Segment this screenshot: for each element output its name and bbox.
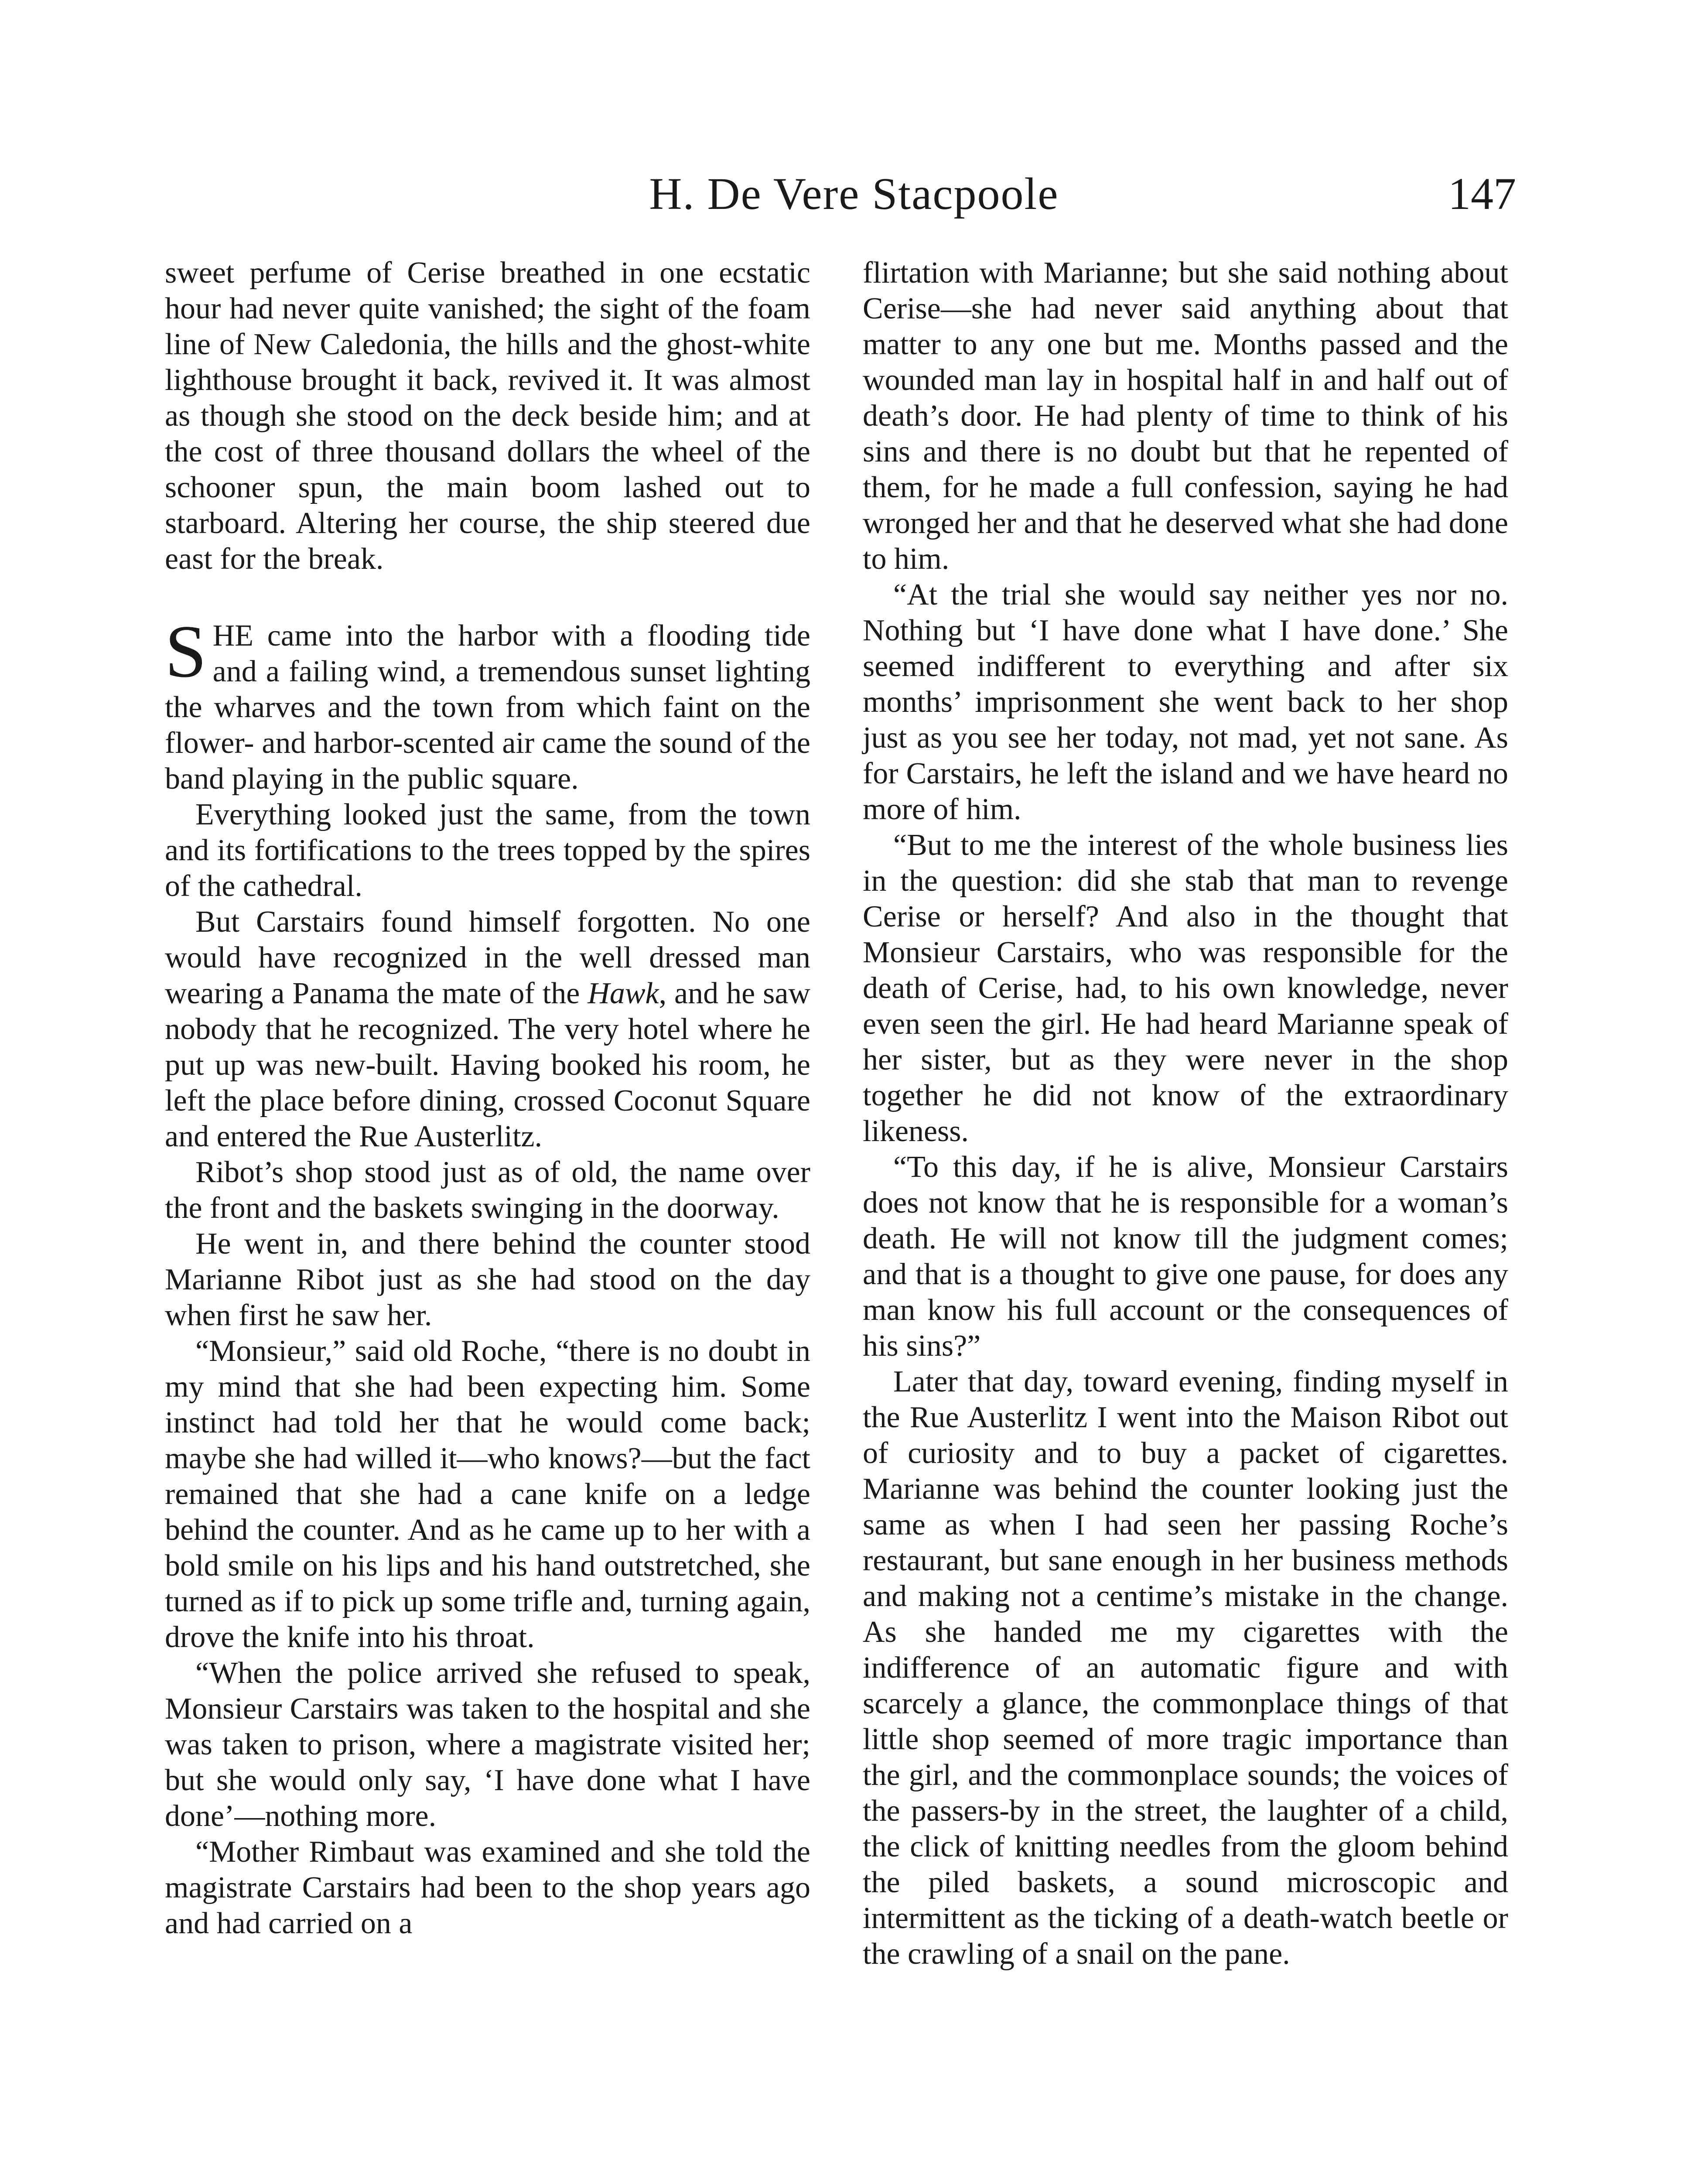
paragraph: flirtation with Marianne; but she said nothing about Cerise—she had never said anything about that matter to any one but me. Months passed and the wounded man lay in hospital half in and half out of death’s door. He had plenty of time to think of his sins and there is no doubt but that he repented of them, for he made a full confession, saying he had wronged her and that he deserved what she had done to him. (863, 256, 1508, 576)
running-head-title: H. De Vere Stacpoole (649, 169, 1059, 219)
paragraph-text: came into the harbor with a flooding tide and a failing wind, a tremendous sunset lighting the wharves and the town from which faint on the flower- and harbor-scented air came the sound of the band playing in the public square. (165, 619, 810, 796)
paragraph: “Monsieur,” said old Roche, “there is no doubt in my mind that she had been expecting him. Some instinct had told her that he would come back; maybe she had willed it—who knows?—but the fact remained that she had a cane knife on a ledge behind the counter. And as he came up to her with a bold smile on his lips and his hand outstretched, she turned as if to pick up some trifle and, turning again, drove the knife into his throat. (165, 1334, 810, 1654)
paragraph: “But to me the interest of the whole business lies in the question: did she stab that man to revenge Cerise or herself? And also in the thought that Monsieur Carstairs, who was responsible for the death of Cerise, had, to his own knowledge, never even seen the girl. He had heard Marianne speak of her sister, but as they were never in the shop together he did not know of the extraordinary likeness. (863, 828, 1508, 1148)
paragraph: “Mother Rimbaut was examined and she told the magistrate Carstairs had been to the shop years ago and had carried on a (165, 1835, 810, 1940)
paragraph: “At the trial she would say neither yes nor no. Nothing but ‘I have done what I have done.’ She seemed indifferent to everything and after six months’ imprisonment she went back to her shop just as you see her today, not mad, yet not sane. As for Carstairs, he left the island and we have heard no more of him. (863, 578, 1508, 826)
paragraph: sweet perfume of Cerise breathed in one ecstatic hour had never quite vanished; the sight of the foam line of New Caledonia, the hills and the ghost-white lighthouse brought it back, revived it. It was almost as though she stood on the deck beside him; and at the cost of three thousand dollars the wheel of the schooner spun, the main boom lashed out to starboard. Altering her course, the ship steered due east for the break. (165, 256, 810, 576)
paragraph-text: But Carstairs found himself forgotten. No one would have recognized in the well dressed man wearing a Panama the mate of the (165, 905, 810, 1010)
paragraph-text: , and he saw nobody that he recognized. The very hotel where he put up was new-built. Having booked his room, he left the place before dining, crossed Coconut Square and entered the Rue Austerlitz. (165, 977, 810, 1153)
opening-caps: HE (212, 619, 253, 653)
paragraph: Ribot’s shop stood just as of old, the name over the front and the baskets swinging in the doorway. (165, 1155, 810, 1225)
left-column (165, 255, 810, 1942)
paragraph: Everything looked just the same, from the town and its fortifications to the trees topped by the spires of the cathedral. (165, 798, 810, 903)
paragraph: “When the police arrived she refused to speak, Monsieur Carstairs was taken to the hospital and she was taken to prison, where a magistrate visited her; but she would only say, ‘I have done what I have done’—nothing more. (165, 1656, 810, 1833)
page-header (0, 166, 1708, 231)
page-number: 147 (1448, 169, 1516, 219)
ship-name: Hawk (588, 977, 659, 1010)
paragraph: “To this day, if he is alive, Monsieur Carstairs does not know that he is responsible for a woman’s death. He will not know till the judgment comes; and that is a thought to give one pause, for does any man know his full account or the consequences of his sins?” (863, 1150, 1508, 1363)
paragraph (165, 904, 810, 1155)
paragraph: Later that day, toward evening, finding myself in the Rue Austerlitz I went into the Maison Ribot out of curiosity and to buy a packet of cigarettes. Marianne was behind the counter looking just the same as when I had seen her passing Roche’s restaurant, but sane enough in her business methods and making not a centime’s mistake in the change. As she handed me my cigarettes with the indifference of an automatic figure and with scarcely a glance, the commonplace things of that little shop seemed of more tragic importance than the girl, and the commonplace sounds; the voices of the passers-by in the street, the laughter of a child, the click of knitting needles from the gloom behind the piled baskets, a sound microscopic and intermittent as the ticking of a death-watch beetle or the crawling of a snail on the pane. (863, 1365, 1508, 1971)
right-column (863, 255, 1508, 1972)
drop-cap: S (165, 610, 207, 693)
paragraph: He went in, and there behind the counter stood Marianne Ribot just as she had stood on the day when first he saw her. (165, 1227, 810, 1332)
section-opening-paragraph (165, 610, 810, 797)
